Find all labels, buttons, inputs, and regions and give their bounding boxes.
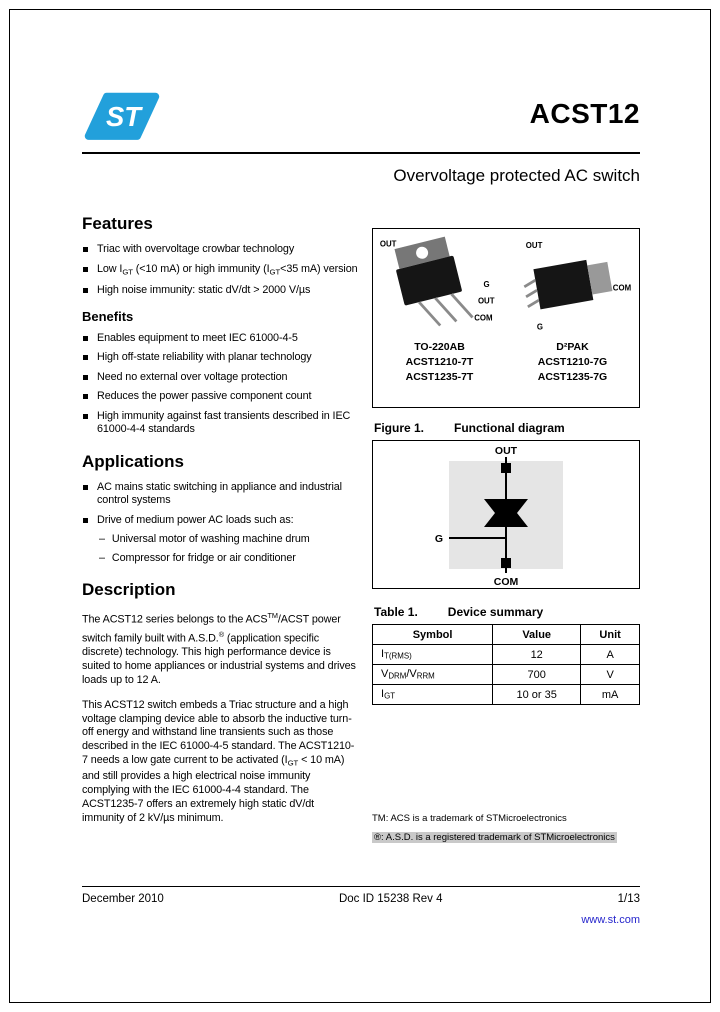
to220-package-image <box>378 234 502 340</box>
benefit-item-text: Need no external over voltage protection <box>97 370 288 383</box>
square-bullet-icon <box>83 288 88 293</box>
feature-item <box>82 243 358 257</box>
table-name: Device summary <box>447 605 544 619</box>
package-to220 <box>373 229 506 407</box>
table-caption <box>372 602 640 624</box>
square-bullet-icon <box>83 414 88 419</box>
table-label: Table 1. <box>374 605 418 619</box>
col-header-unit: Unit <box>581 625 640 645</box>
feature-item-text: Triac with overvoltage crowbar technology <box>97 243 295 255</box>
st-logo-icon <box>84 92 160 142</box>
pin-label-com: COM <box>612 283 631 293</box>
benefit-item <box>82 371 358 385</box>
cell-symbol: $I_{GT}$ <box>373 685 493 705</box>
benefit-item-text: Enables equipment to meet IEC 61000-4-5 <box>97 331 298 344</box>
d2pak-package-image <box>511 234 635 340</box>
application-subitem-text: Compressor for fridge or air conditioner <box>111 551 296 564</box>
package-name: D²PAK <box>556 341 589 353</box>
col-header-value: Value <box>493 625 581 645</box>
cell-unit: mA <box>581 685 640 705</box>
benefit-item <box>82 351 358 365</box>
pin-label-g: G <box>482 280 490 289</box>
applications-title: Applications <box>82 451 185 471</box>
application-subitem <box>99 533 358 547</box>
package-label-d2pak <box>538 340 607 386</box>
pin-label-out: OUT <box>525 241 542 251</box>
square-bullet-icon <box>83 394 88 399</box>
square-bullet-icon <box>83 485 88 490</box>
package-name: TO-220AB <box>414 341 465 353</box>
left-column <box>82 214 358 836</box>
cell-symbol: $V_{DRM}/V_{RRM}$ <box>373 665 493 685</box>
diagram-out-label: OUT <box>494 445 518 457</box>
table-row <box>373 665 640 685</box>
package-d2pak <box>506 229 639 407</box>
benefit-item-text: High immunity against fast transients described in IEC 61000-4-4 standards <box>97 409 351 436</box>
trademark-footnotes <box>372 810 640 847</box>
description-paragraph-1: The ACST12 series belongs to the ACS™/ACST power switch family built with A.S.D.® (application specific discrete) technology. This high performance device is suited to home appliances or industrial systems and drives loads up to 12 A. <box>82 611 356 686</box>
col-header-symbol: Symbol <box>373 625 493 645</box>
features-title: Features <box>82 214 153 233</box>
package-part: ACST1210-7G <box>537 356 608 369</box>
application-item <box>82 481 358 508</box>
package-box <box>372 228 640 408</box>
figure-caption <box>372 418 640 440</box>
st-logo-text: ST <box>106 101 141 133</box>
footer-rule <box>82 886 640 887</box>
footer-page-number: 1/13 <box>617 893 640 905</box>
footer <box>82 893 640 905</box>
benefit-item <box>82 390 358 404</box>
square-bullet-icon <box>83 355 88 360</box>
application-subitem <box>99 552 358 566</box>
description-title: Description <box>82 580 176 600</box>
diagram-gate-label: G <box>434 533 443 545</box>
table-row <box>373 645 640 665</box>
feature-item-text: Low $I_{GT}$ (<10 mA) or high immunity ($I_{GT}<35$ mA) version <box>97 262 358 276</box>
benefit-item-text: High off-state reliability with planar technology <box>97 351 312 364</box>
footer-doc-id: Doc ID 15238 Rev 4 <box>338 893 443 905</box>
dash-bullet-icon: – <box>99 533 105 546</box>
cell-unit: A <box>581 645 640 665</box>
table-header-row <box>373 625 640 645</box>
description-paragraph-2: This ACST12 switch embeds a Triac structure and a high voltage clamping device able to absorb the inductive turn-off energy and withstand line transients such as those described in the IEC 61000-4-5 standard. The ACST1210-7 needs a low gate current to be activated ($I_{GT} < 10$ mA) and still provides a high electrical noise immunity complying with the IEC 61000-4-4 standard. The ACST1235-7 offers an extremely high static dV/dt immunity of 2 kV/µs minimum. <box>82 698 355 824</box>
square-bullet-icon <box>83 336 88 341</box>
package-part: ACST1210-7T <box>405 356 474 369</box>
figure-label: Figure 1. <box>374 421 425 435</box>
benefit-item <box>82 332 358 346</box>
cell-value: 12 <box>493 645 581 665</box>
square-bullet-icon <box>83 375 88 380</box>
square-bullet-icon <box>83 267 88 272</box>
square-bullet-icon <box>83 518 88 523</box>
cell-value: 700 <box>493 665 581 685</box>
functional-diagram <box>372 440 640 589</box>
application-subitem-text: Universal motor of washing machine drum <box>111 533 310 546</box>
pin-label-com: COM <box>473 313 493 323</box>
benefits-title: Benefits <box>82 308 134 324</box>
package-label-to220 <box>406 340 474 386</box>
feature-item-text: High noise immunity: static dV/dt > 2000 V/µs <box>97 284 311 297</box>
footer-date: December 2010 <box>82 893 164 905</box>
pin-label-out: OUT <box>477 296 495 306</box>
cell-value: 10 or 35 <box>493 685 581 705</box>
table-row <box>373 685 640 705</box>
application-item <box>82 514 358 528</box>
device-summary-table <box>372 624 640 705</box>
st-logo <box>84 92 160 146</box>
feature-item <box>82 263 358 279</box>
application-item-text: Drive of medium power AC loads such as: <box>97 513 294 526</box>
package-part: ACST1235-7G <box>537 371 608 384</box>
page-subtitle: Overvoltage protected AC switch <box>393 166 640 185</box>
pin-label-out: OUT <box>379 239 396 249</box>
pin-label-g: G <box>536 322 543 332</box>
right-column <box>372 228 640 705</box>
figure-name: Functional diagram <box>454 421 565 435</box>
st-website-link[interactable]: www.st.com <box>581 914 640 926</box>
dash-bullet-icon: – <box>99 551 105 564</box>
header-rule <box>82 152 640 154</box>
benefit-item <box>82 410 358 437</box>
footnote-registered: ®: A.S.D. is a registered trademark of STMicroelectronics <box>374 831 615 843</box>
square-bullet-icon <box>83 247 88 252</box>
package-part: ACST1235-7T <box>405 371 474 384</box>
application-item-text: AC mains static switching in appliance and industrial control systems <box>97 480 342 507</box>
product-title: ACST12 <box>529 98 640 129</box>
functional-diagram-image <box>373 441 639 588</box>
cell-unit: V <box>581 665 640 685</box>
benefit-item-text: Reduces the power passive component count <box>97 390 312 403</box>
feature-item <box>82 284 358 298</box>
footnote-tm: TM: ACS is a trademark of STMicroelectronics <box>372 813 567 824</box>
diagram-com-label: COM <box>493 576 519 588</box>
cell-symbol: $I_{T(RMS)}$ <box>373 645 493 665</box>
